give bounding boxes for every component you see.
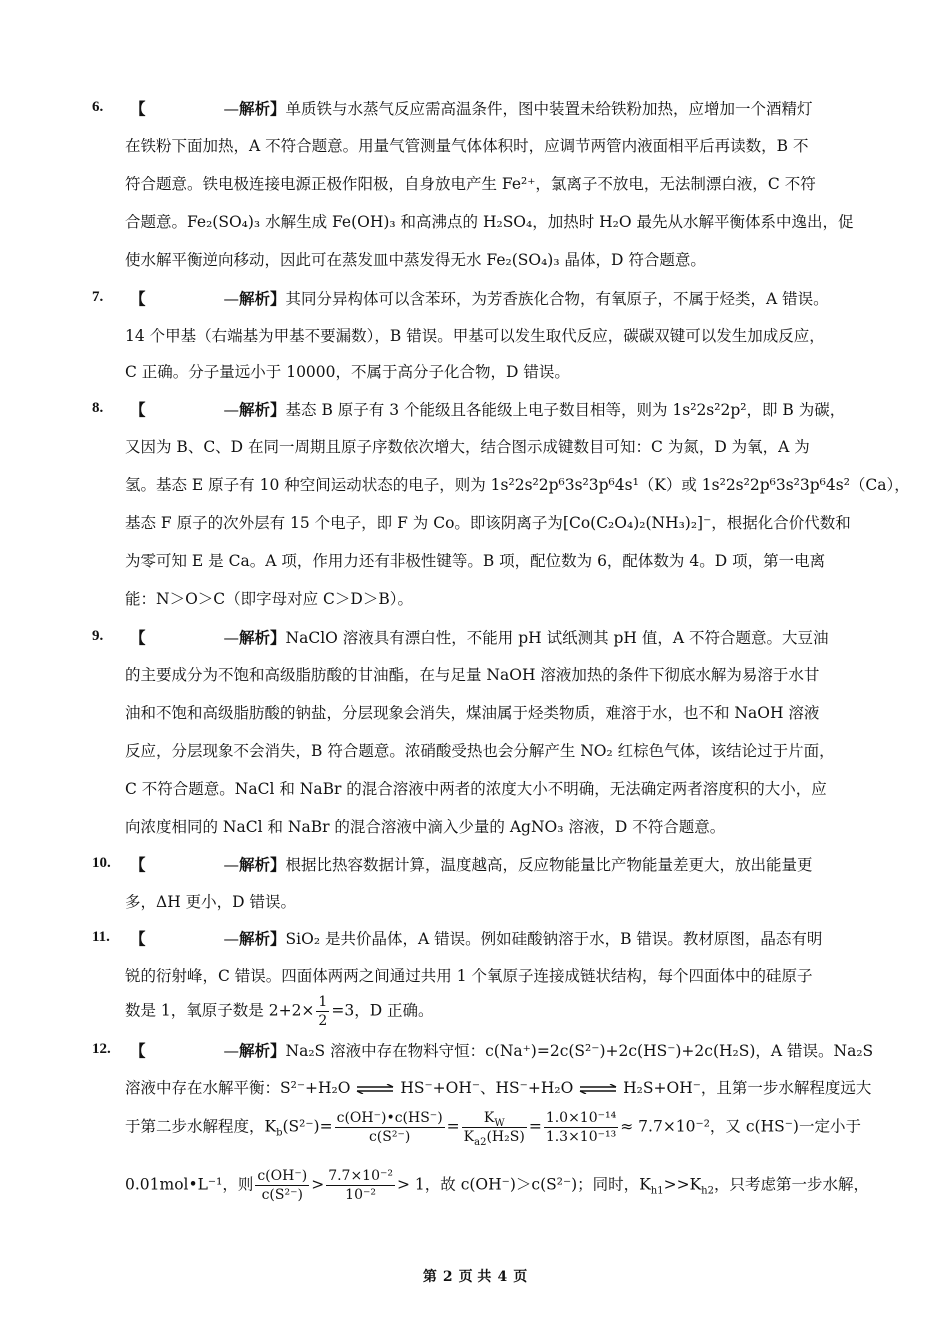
item-line: 多，ΔH 更小，D 错误。 xyxy=(125,893,296,911)
bracket: 【 xyxy=(130,289,146,308)
section-label: 解析】 xyxy=(239,400,286,419)
item-number: 7. xyxy=(92,289,104,305)
subscript: b xyxy=(276,1127,283,1139)
item-line: 油和不饱和高级脂肪酸的钠盐，分层现象会消失，煤油属于烃类物质，难溶于水，也不和 NaOH 溶液 xyxy=(125,704,820,722)
line-text: 根据比热容数据计算，温度越高，反应物能量比产物能量差更大，放出能量更 xyxy=(285,856,813,874)
footer-text: 页 共 xyxy=(458,1269,492,1285)
item-line: 符合题意。铁电极连接电源正极作阳极，自身放电产生 Fe²⁺，氯离子不放电，无法制漂白液，C 不符 xyxy=(125,175,816,193)
item-line xyxy=(130,1041,873,1061)
equals-sign: = xyxy=(446,1117,460,1136)
item-line: 的主要成分为不饱和高级脂肪酸的甘油酯，在与足量 NaOH 溶液加热的条件下彻底水解为易溶于水甘 xyxy=(125,666,820,684)
fraction-numerator: c(OH⁻)•c(HS⁻) xyxy=(336,1110,443,1126)
item-line xyxy=(130,929,822,949)
equilibrium-arrow-icon xyxy=(355,1084,395,1094)
fraction-numerator: 1.0×10⁻¹⁴ xyxy=(545,1110,617,1126)
line-text: NaClO 溶液具有漂白性，不能用 pH 试纸测其 pH 值，A 不符合题意。大豆油 xyxy=(285,629,829,647)
line-text: ≈ 7.7×10⁻²，又 c(HS⁻)一定小于 xyxy=(620,1117,861,1136)
subscript: W xyxy=(494,1117,505,1129)
item-line-with-fraction xyxy=(125,1109,861,1146)
dash: — xyxy=(223,856,240,874)
bracket: 【 xyxy=(130,99,146,118)
item-line xyxy=(130,628,829,648)
line-text: 单质铁与水蒸气反应需高温条件，图中装置未给铁粉加热，应增加一个酒精灯 xyxy=(285,100,813,118)
item-line xyxy=(130,855,813,875)
item-line: 向浓度相同的 NaCl 和 NaBr 的混合溶液中滴入少量的 AgNO₃ 溶液，D 不符合题意。 xyxy=(125,818,726,836)
item-line-with-fraction xyxy=(125,993,434,1030)
fraction-denominator: c(S²⁻) xyxy=(335,1127,445,1146)
fraction-denominator xyxy=(462,1127,527,1146)
item-line xyxy=(130,400,845,420)
page-total: 4 xyxy=(497,1269,508,1285)
item-line: 14 个甲基（右端基为甲基不要漏数），B 错误。甲基可以发生取代反应，碳碳双键可以发生加成反应， xyxy=(125,327,825,345)
fraction xyxy=(335,1109,445,1146)
dash: — xyxy=(223,100,240,118)
fraction-denominator: 1.3×10⁻¹³ xyxy=(545,1129,617,1145)
item-number: 6. xyxy=(92,99,104,115)
item-number: 12. xyxy=(92,1041,111,1057)
line-text: 基态 B 原子有 3 个能级且各能级上电子数目相等，则为 1s²2s²2p²，即 B 为碳， xyxy=(285,401,846,419)
section-label: 解析】 xyxy=(239,1041,286,1060)
item-number: 10. xyxy=(92,855,111,871)
fraction xyxy=(462,1109,527,1146)
section-label: 解析】 xyxy=(239,99,286,118)
fraction-numerator xyxy=(462,1109,527,1127)
much-greater-sign: >> xyxy=(663,1175,690,1194)
symbol: K xyxy=(639,1175,651,1194)
dash: — xyxy=(223,290,240,308)
dash: — xyxy=(223,930,240,948)
fraction-denominator: c(S²⁻) xyxy=(255,1185,309,1204)
line-text: > 1，故 c(OH⁻)＞c(S²⁻)；同时， xyxy=(397,1175,640,1194)
greater-than-sign: > xyxy=(311,1175,325,1194)
item-line: 能：N＞O＞C（即字母对应 C＞D＞B）。 xyxy=(125,590,413,608)
line-text: SiO₂ 是共价晶体，A 错误。例如硅酸钠溶于水，B 错误。教材原图，晶态有明 xyxy=(285,930,823,948)
item-line: 氢。基态 E 原子有 10 种空间运动状态的电子，则为 1s²2s²2p⁶3s²3p⁶4s¹（K）或 1s²2s²2p⁶3s²3p⁶4s²（Ca）， xyxy=(125,476,910,494)
item-line: 合题意。Fe₂(SO₄)₃ 水解生成 Fe(OH)₃ 和高沸点的 H₂SO₄，加热时 H₂O 最先从水解平衡体系中逸出，促 xyxy=(125,213,854,231)
fraction xyxy=(255,1167,309,1204)
line-text: 0.01mol•L⁻¹，则 xyxy=(125,1175,254,1194)
item-line: 在铁粉下面加热，A 不符合题意。用量气管测量气体体积时，应调节两管内液面相平后再读数，B 不 xyxy=(125,137,809,155)
item-line: 基态 F 原子的次外层有 15 个电子，即 F 为 Co。即该阴离子为[Co(C₂O₄)₂(NH₃)₂]⁻，根据化合价代数和 xyxy=(125,514,851,532)
symbol: K xyxy=(689,1175,702,1194)
item-line: C 不符合题意。NaCl 和 NaBr 的混合溶液中两者的浓度大小不明确，无法确定两者溶度积的大小，应 xyxy=(125,780,827,798)
line-text: 溶液中存在水解平衡：S²⁻+H₂O xyxy=(125,1079,351,1097)
fraction-denominator: 10⁻² xyxy=(326,1185,395,1204)
line-text: (S²⁻)= xyxy=(282,1117,333,1136)
page-number: 2 xyxy=(442,1269,453,1285)
item-line: 使水解平衡逆向移动，因此可在蒸发皿中蒸发得无水 Fe₂(SO₄)₃ 晶体，D 符合题意。 xyxy=(125,251,706,269)
bracket: 【 xyxy=(130,855,146,874)
bracket: 【 xyxy=(130,929,146,948)
subscript: a2 xyxy=(474,1136,487,1148)
item-number: 11. xyxy=(92,929,110,945)
fraction-denominator: 2 xyxy=(318,1013,328,1029)
fraction xyxy=(544,1109,618,1146)
symbol: K xyxy=(483,1110,495,1126)
fraction-numerator: c(OH⁻) xyxy=(257,1168,308,1184)
item-line xyxy=(130,99,813,119)
line-text: HS⁻+OH⁻、HS⁻+H₂O xyxy=(400,1079,574,1097)
symbol: K xyxy=(463,1129,475,1145)
line-text: ，只考虑第一步水解， xyxy=(713,1175,869,1194)
dash: — xyxy=(223,401,240,419)
item-line xyxy=(130,289,829,309)
bracket: 【 xyxy=(130,628,146,647)
symbol: (H₂S) xyxy=(486,1129,525,1145)
bracket: 【 xyxy=(130,400,146,419)
fraction-numerator: 7.7×10⁻² xyxy=(328,1168,393,1184)
item-line: 锐的衍射峰，C 错误。四面体两两之间通过共用 1 个氧原子连接成链状结构，每个四面体中的硅原子 xyxy=(125,967,813,985)
line-text: 于第二步水解程度，K xyxy=(125,1117,277,1136)
section-label: 解析】 xyxy=(239,289,286,308)
dash: — xyxy=(223,629,240,647)
line-text: 其同分异构体可以含苯环，为芳香族化合物，有氧原子，不属于烃类，A 错误。 xyxy=(285,290,829,308)
line-text: H₂S+OH⁻，且第一步水解程度远大 xyxy=(623,1079,872,1097)
equals-sign: = xyxy=(528,1117,542,1136)
subscript: h1 xyxy=(650,1185,664,1197)
fraction xyxy=(316,993,329,1030)
item-number: 9. xyxy=(92,628,104,644)
item-line xyxy=(125,1078,871,1098)
item-line: 反应，分层现象不会消失，B 符合题意。浓硝酸受热也会分解产生 NO₂ 红棕色气体，该结论过于片面， xyxy=(125,742,835,760)
item-line: 又因为 B、C、D 在同一周期且原子序数依次增大，结合图示成键数目可知：C 为氮，D 为氧，A 为 xyxy=(125,438,810,456)
bracket: 【 xyxy=(130,1041,146,1060)
line-text: 数是 1，氧原子数是 2+2× xyxy=(125,1001,315,1020)
fraction xyxy=(326,1167,395,1204)
item-line-with-fraction xyxy=(125,1167,869,1204)
equilibrium-arrow-icon xyxy=(578,1084,618,1094)
item-line: 为零可知 E 是 Ca。A 项，作用力还有非极性键等。B 项，配位数为 6，配体数为 4。D 项，第一电离 xyxy=(125,552,826,570)
item-number: 8. xyxy=(92,400,104,416)
section-label: 解析】 xyxy=(239,628,286,647)
dash: — xyxy=(223,1042,240,1060)
subscript: h2 xyxy=(701,1185,714,1197)
section-label: 解析】 xyxy=(239,929,286,948)
item-line: C 正确。分子量远小于 10000，不属于高分子化合物，D 错误。 xyxy=(125,363,570,381)
line-text: Na₂S 溶液中存在物料守恒：c(Na⁺)=2c(S²⁻)+2c(HS⁻)+2c(H₂S)，A 错误。Na₂S xyxy=(285,1042,874,1060)
section-label: 解析】 xyxy=(239,855,286,874)
page-footer xyxy=(0,1266,950,1286)
fraction-numerator: 1 xyxy=(318,994,328,1010)
footer-text: 第 xyxy=(422,1269,437,1285)
line-text: =3，D 正确。 xyxy=(331,1001,434,1020)
footer-text: 页 xyxy=(513,1269,528,1285)
